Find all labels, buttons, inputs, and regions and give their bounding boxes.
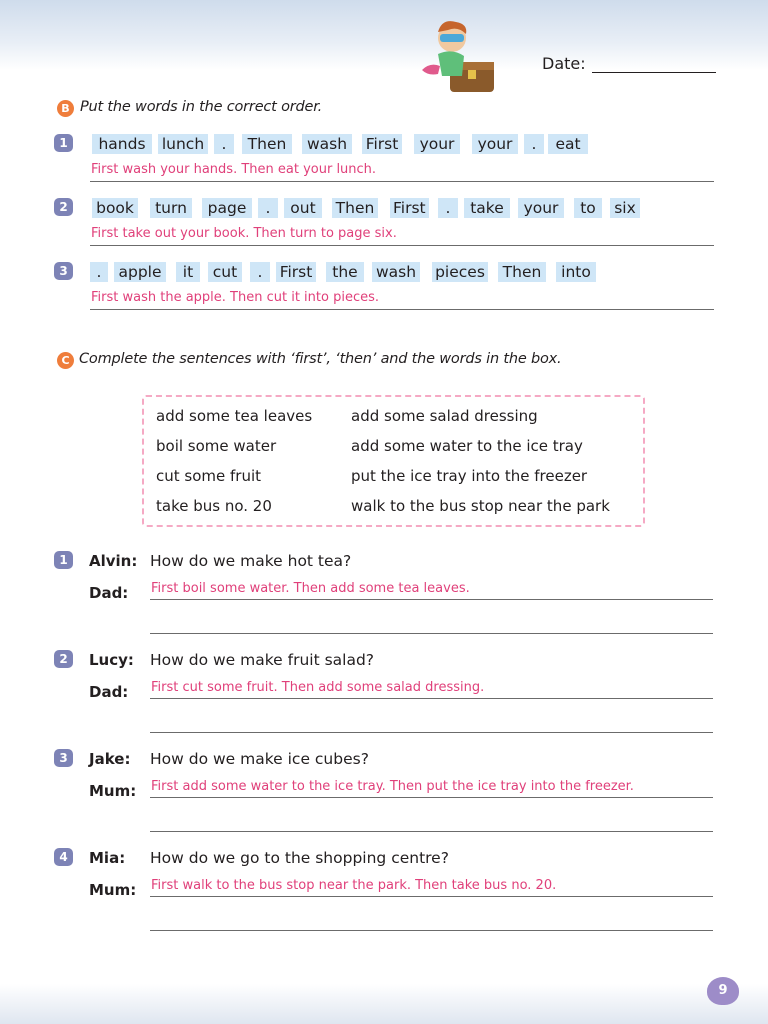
word-tile: six <box>610 198 640 218</box>
word-tile: book <box>92 198 138 218</box>
word-tile: Then <box>242 134 292 154</box>
answer-line[interactable] <box>90 309 714 310</box>
word-box-item: take bus no. 20 <box>156 497 272 515</box>
word-tile: Then <box>498 262 546 282</box>
exercise-number: 1 <box>54 551 73 569</box>
word-box-item: boil some water <box>156 437 277 455</box>
word-tile: First <box>362 134 402 154</box>
word-tile: it <box>176 262 200 282</box>
word-tile: take <box>464 198 510 218</box>
exercise-number: 2 <box>54 198 73 216</box>
date-input-line[interactable] <box>592 72 716 73</box>
word-tile: . <box>524 134 544 154</box>
word-tile: lunch <box>158 134 208 154</box>
responder-name: Dad: <box>89 584 129 602</box>
speaker-name: Mia: <box>89 849 126 867</box>
word-box <box>142 395 645 527</box>
word-tile: the <box>326 262 364 282</box>
page-header-band <box>0 0 768 70</box>
answer-line[interactable] <box>150 896 713 897</box>
answer-line[interactable] <box>150 599 713 600</box>
answer-line[interactable] <box>90 181 714 182</box>
responder-name: Mum: <box>89 782 137 800</box>
section-c-badge: C <box>57 352 74 369</box>
exercise-number: 3 <box>54 749 73 767</box>
question-text: How do we go to the shopping centre? <box>150 849 449 867</box>
answer-line[interactable] <box>150 930 713 931</box>
responder-name: Dad: <box>89 683 129 701</box>
word-box-item: cut some fruit <box>156 467 262 485</box>
section-c-instruction: Complete the sentences with ‘first’, ‘then’ and the words in the box. <box>79 351 562 367</box>
question-text: How do we make hot tea? <box>150 552 352 570</box>
word-tile: out <box>284 198 322 218</box>
section-b-badge: B <box>57 100 74 117</box>
answer-line[interactable] <box>90 245 714 246</box>
speaker-name: Jake: <box>89 750 131 768</box>
word-box-item: add some water to the ice tray <box>351 437 583 455</box>
word-tile: pieces <box>432 262 488 282</box>
answer-text: First wash the apple. Then cut it into pieces. <box>91 290 379 305</box>
section-b-instruction: Put the words in the correct order. <box>80 99 323 115</box>
word-tile: into <box>556 262 596 282</box>
speaker-name: Lucy: <box>89 651 134 669</box>
word-box-item: add some tea leaves <box>156 407 313 425</box>
answer-text: First cut some fruit. Then add some salad dressing. <box>151 680 485 695</box>
word-tile: . <box>258 198 278 218</box>
answer-text: First add some water to the ice tray. Then put the ice tray into the freezer. <box>151 779 634 794</box>
exercise-number: 4 <box>54 848 73 866</box>
question-text: How do we make fruit salad? <box>150 651 375 669</box>
word-tile: . <box>250 262 270 282</box>
word-box-item: add some salad dressing <box>351 407 538 425</box>
word-tile: your <box>518 198 564 218</box>
answer-line[interactable] <box>150 831 713 832</box>
word-tile: apple <box>114 262 166 282</box>
word-tile: wash <box>302 134 352 154</box>
answer-text: First wash your hands. Then eat your lunch. <box>91 162 377 177</box>
answer-line[interactable] <box>150 732 713 733</box>
exercise-number: 2 <box>54 650 73 668</box>
answer-text: First walk to the bus stop near the park. Then take bus no. 20. <box>151 878 557 893</box>
word-tile: hands <box>92 134 152 154</box>
word-tile: eat <box>548 134 588 154</box>
answer-text: First boil some water. Then add some tea leaves. <box>151 581 470 596</box>
word-tile: turn <box>150 198 192 218</box>
word-tile: . <box>214 134 234 154</box>
question-text: How do we make ice cubes? <box>150 750 369 768</box>
speaker-name: Alvin: <box>89 552 138 570</box>
responder-name: Mum: <box>89 881 137 899</box>
word-tile: cut <box>208 262 242 282</box>
word-tile: Then <box>332 198 378 218</box>
page-number: 9 <box>707 977 739 1005</box>
word-box-item: walk to the bus stop near the park <box>351 497 610 515</box>
exercise-number: 3 <box>54 262 73 280</box>
word-tile: page <box>202 198 252 218</box>
answer-line[interactable] <box>150 698 713 699</box>
answer-line[interactable] <box>150 633 713 634</box>
exercise-number: 1 <box>54 134 73 152</box>
date-label: Date: <box>542 54 586 73</box>
word-tile: First <box>390 198 429 218</box>
word-tile: to <box>574 198 602 218</box>
word-tile: . <box>90 262 108 282</box>
word-tile: wash <box>372 262 420 282</box>
boy-with-treasure-chest-illustration <box>412 14 502 96</box>
word-tile: your <box>472 134 518 154</box>
word-tile: your <box>414 134 460 154</box>
page-footer-band <box>0 984 768 1024</box>
word-tile: . <box>438 198 458 218</box>
answer-line[interactable] <box>150 797 713 798</box>
word-tile: First <box>276 262 316 282</box>
answer-text: First take out your book. Then turn to page six. <box>91 226 397 241</box>
word-box-item: put the ice tray into the freezer <box>351 467 588 485</box>
